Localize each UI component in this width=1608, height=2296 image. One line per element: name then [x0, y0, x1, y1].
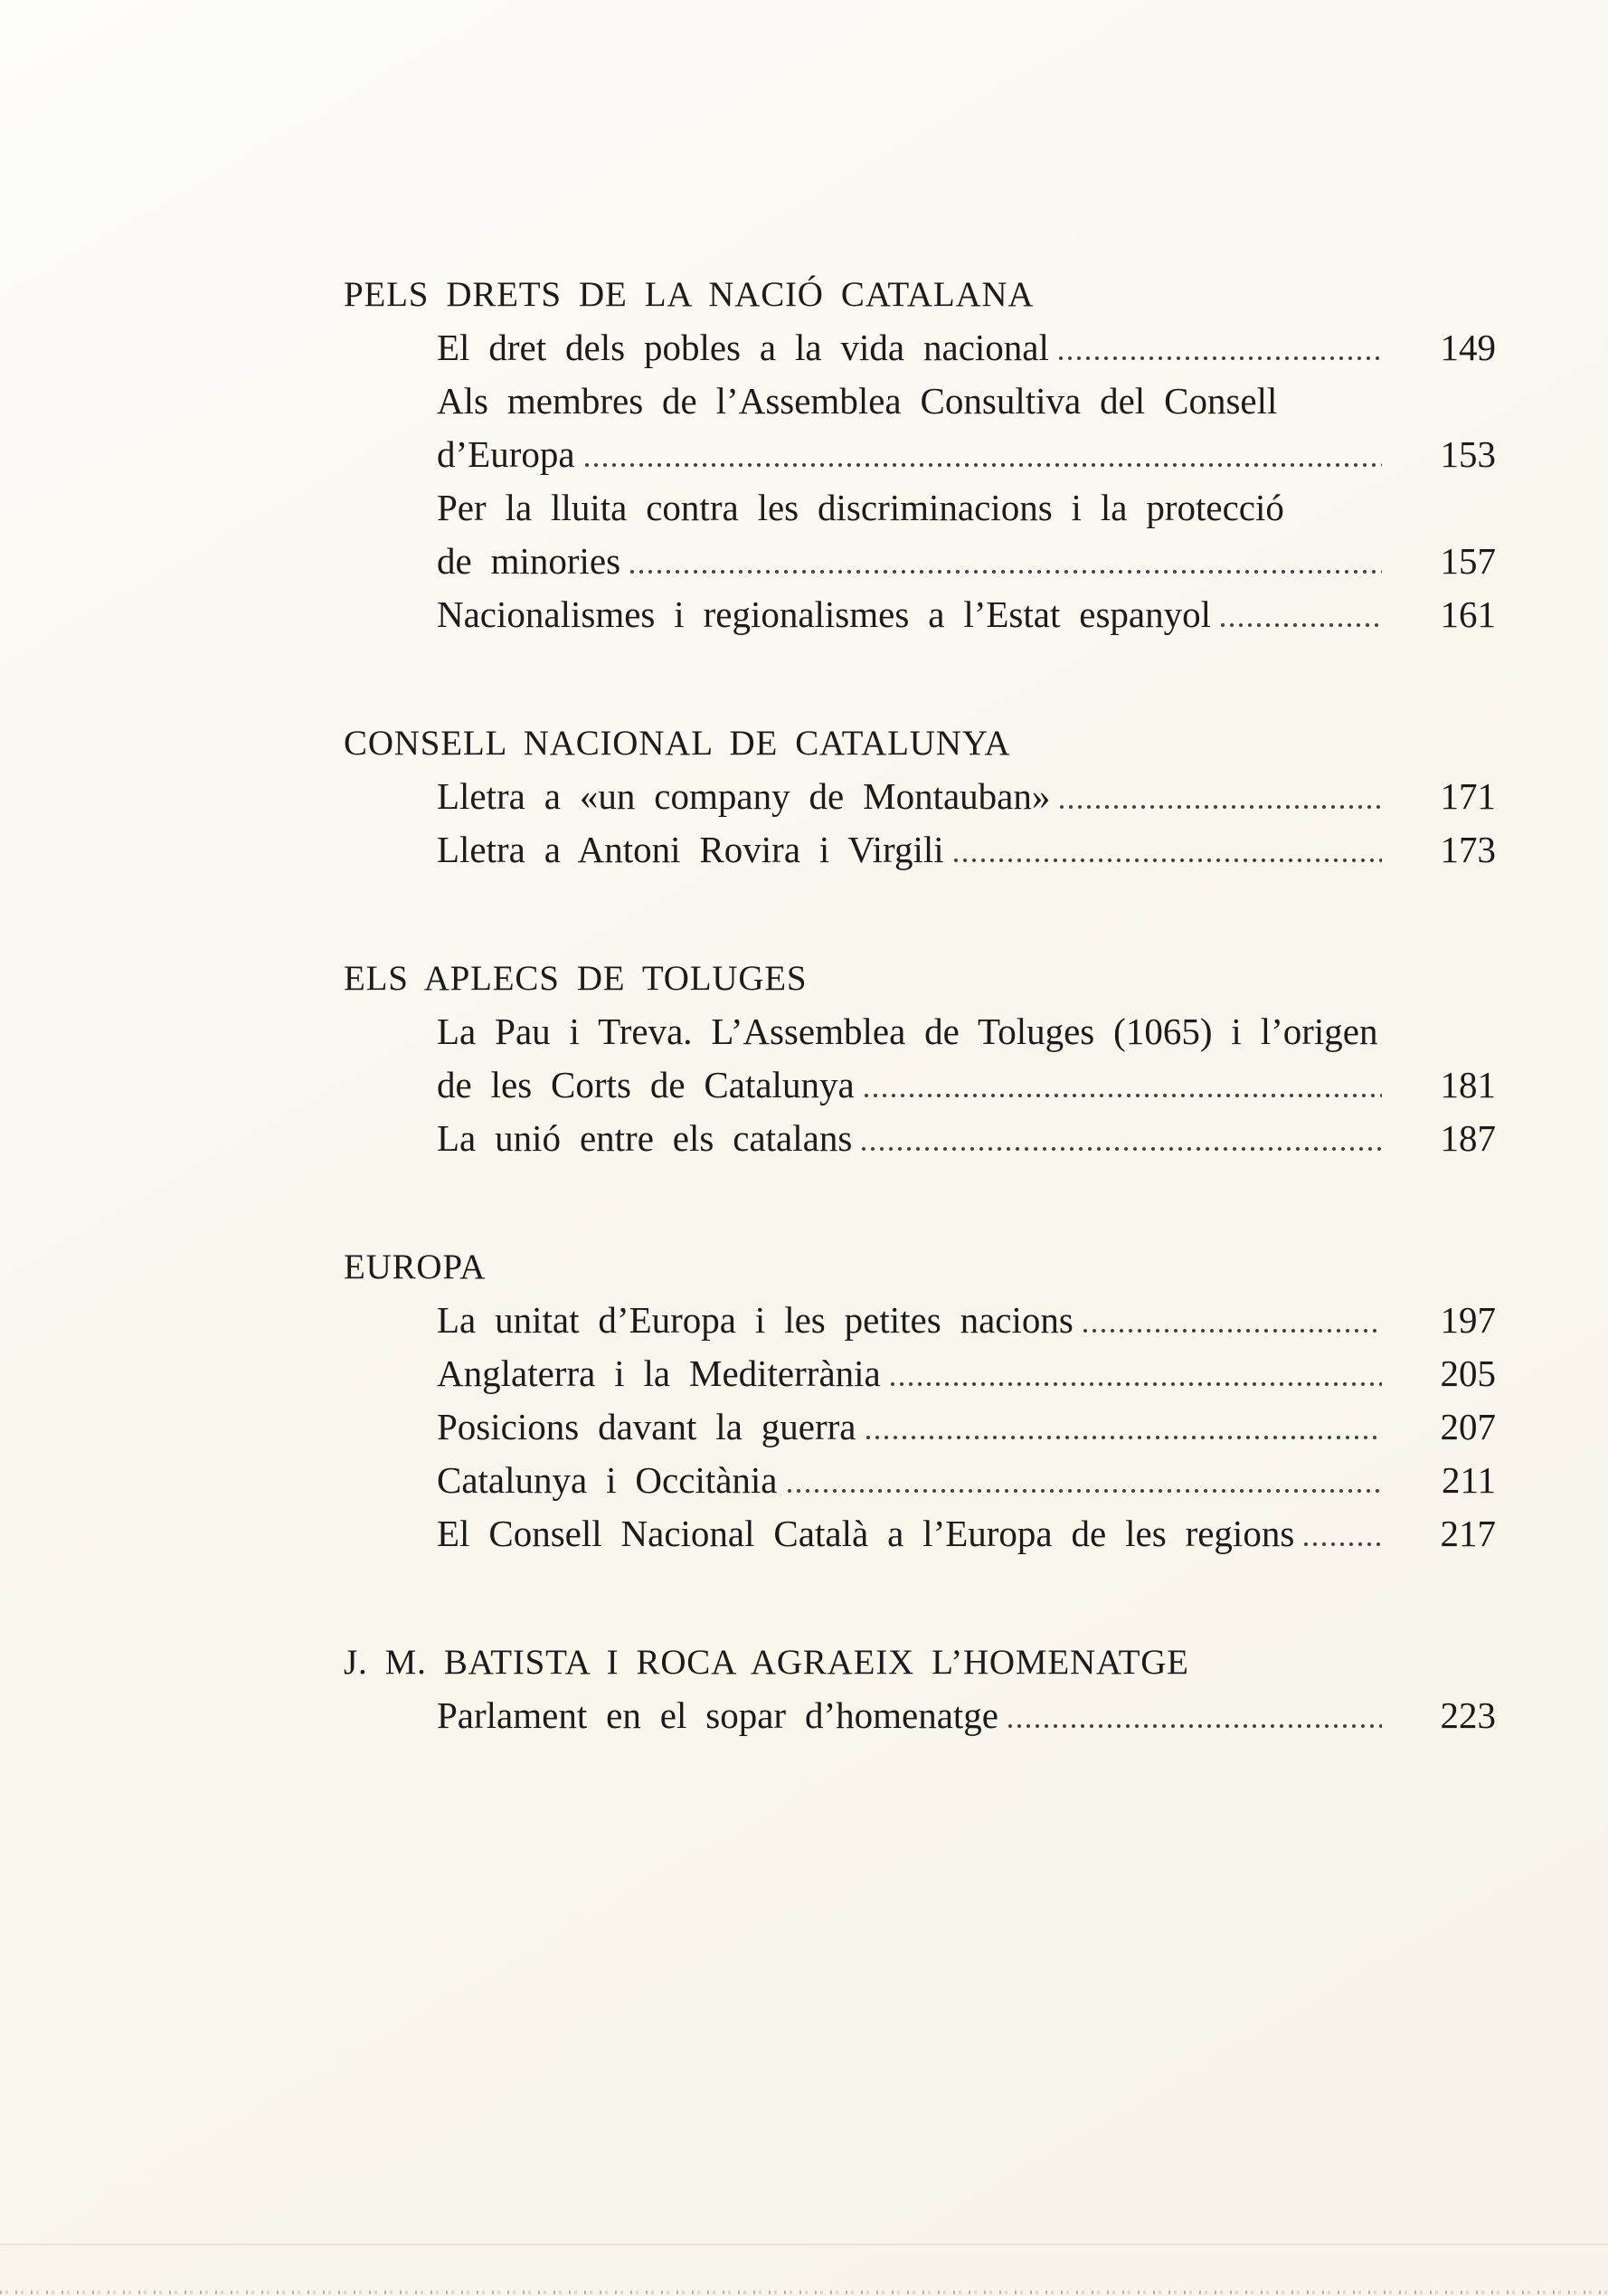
dot-leader — [1056, 356, 1382, 361]
dot-leader — [1081, 1328, 1382, 1333]
toc-entry-line — [437, 1058, 1496, 1112]
entry-title: La Pau i Treva. L’Assemblea de Toluges (1065) i l’origen — [437, 1010, 1378, 1052]
dot-leader — [1057, 804, 1382, 810]
toc-entry-line — [437, 535, 1496, 588]
dot-leader — [859, 1146, 1382, 1152]
toc-section — [344, 716, 1496, 877]
page-number: 153 — [1440, 433, 1496, 475]
section-heading: EUROPA — [344, 1248, 487, 1286]
page-number: 161 — [1440, 593, 1496, 635]
toc-entry-line — [437, 428, 1496, 481]
toc-entry-line — [437, 375, 1496, 428]
page-number: 173 — [1440, 829, 1496, 870]
entry-title: Anglaterra i la Mediterrània — [437, 1352, 881, 1394]
toc-entry-line — [437, 770, 1496, 823]
dot-leader — [888, 1381, 1382, 1387]
dot-leader — [582, 462, 1382, 468]
dot-leader — [1006, 1723, 1382, 1729]
toc-entry-line — [437, 1347, 1496, 1400]
entry-title: La unitat d’Europa i les petites nacions — [437, 1299, 1074, 1341]
scan-edge-artifact — [0, 2291, 1608, 2294]
entry-title: Lletra a Antoni Rovira i Virgili — [437, 829, 944, 870]
toc-section — [344, 1240, 1496, 1561]
dot-leader — [628, 569, 1382, 574]
entry-title: Per la lluita contra les discriminacions i la protecció — [437, 487, 1284, 528]
dot-leader — [785, 1488, 1382, 1494]
entry-title: El Consell Nacional Català a l’Europa de les regions — [437, 1513, 1295, 1554]
entry-title: La unió entre els catalans — [437, 1117, 853, 1159]
entry-title: Catalunya i Occitània — [437, 1459, 778, 1501]
toc-entry-line — [437, 1005, 1496, 1058]
toc-section — [344, 952, 1496, 1165]
toc-section — [344, 1636, 1496, 1742]
page-number: 171 — [1440, 775, 1496, 817]
dot-leader — [951, 858, 1382, 863]
toc-entry-line — [437, 1689, 1496, 1742]
toc-entry-line — [437, 1507, 1496, 1561]
entry-title: Als membres de l’Assemblea Consultiva del Consell — [437, 380, 1278, 422]
section-entries — [344, 1689, 1496, 1742]
section-entries — [344, 1005, 1496, 1165]
toc-entry-line — [437, 588, 1496, 641]
toc-entry-line — [437, 1400, 1496, 1454]
section-heading: PELS DRETS DE LA NACIÓ CATALANA — [344, 275, 1035, 314]
toc-entry-line — [437, 823, 1496, 877]
page-number: 205 — [1440, 1352, 1496, 1394]
entry-title: Lletra a «un company de Montauban» — [437, 775, 1051, 817]
page-number: 223 — [1440, 1694, 1496, 1736]
toc-entry-line — [437, 321, 1496, 375]
dot-leader — [1218, 622, 1382, 628]
section-entries — [344, 321, 1496, 641]
dot-leader — [862, 1093, 1382, 1098]
paper-shade-line — [0, 2244, 1608, 2245]
toc-section — [344, 268, 1496, 641]
entry-title: Parlament en el sopar d’homenatge — [437, 1694, 998, 1736]
entry-title: Posicions davant la guerra — [437, 1406, 856, 1447]
toc-entry-line — [437, 1112, 1496, 1165]
section-entries — [344, 1294, 1496, 1561]
page-number: 211 — [1442, 1459, 1496, 1501]
page-number: 187 — [1440, 1117, 1496, 1159]
toc-entry-line — [437, 1454, 1496, 1507]
section-entries — [344, 770, 1496, 877]
table-of-contents — [344, 268, 1496, 1742]
page-number: 157 — [1440, 540, 1496, 582]
entry-title: d’Europa — [437, 433, 575, 475]
entry-title: de les Corts de Catalunya — [437, 1064, 855, 1105]
entry-title: El dret dels pobles a la vida nacional — [437, 327, 1049, 368]
section-heading: J. M. BATISTA I ROCA AGRAEIX L’HOMENATGE — [344, 1643, 1189, 1682]
dot-leader — [1301, 1542, 1382, 1547]
page-number: 181 — [1440, 1064, 1496, 1105]
page-number: 207 — [1440, 1406, 1496, 1447]
section-heading: ELS APLECS DE TOLUGES — [344, 959, 808, 998]
toc-entry-line — [437, 481, 1496, 535]
toc-entry-line — [437, 1294, 1496, 1347]
page-number: 197 — [1440, 1299, 1496, 1341]
dot-leader — [864, 1435, 1382, 1440]
page-number: 217 — [1440, 1513, 1496, 1554]
page-number: 149 — [1440, 327, 1496, 368]
entry-title: de minories — [437, 540, 621, 582]
entry-title: Nacionalismes i regionalismes a l’Estat espanyol — [437, 593, 1212, 635]
section-heading: CONSELL NACIONAL DE CATALUNYA — [344, 724, 1011, 763]
